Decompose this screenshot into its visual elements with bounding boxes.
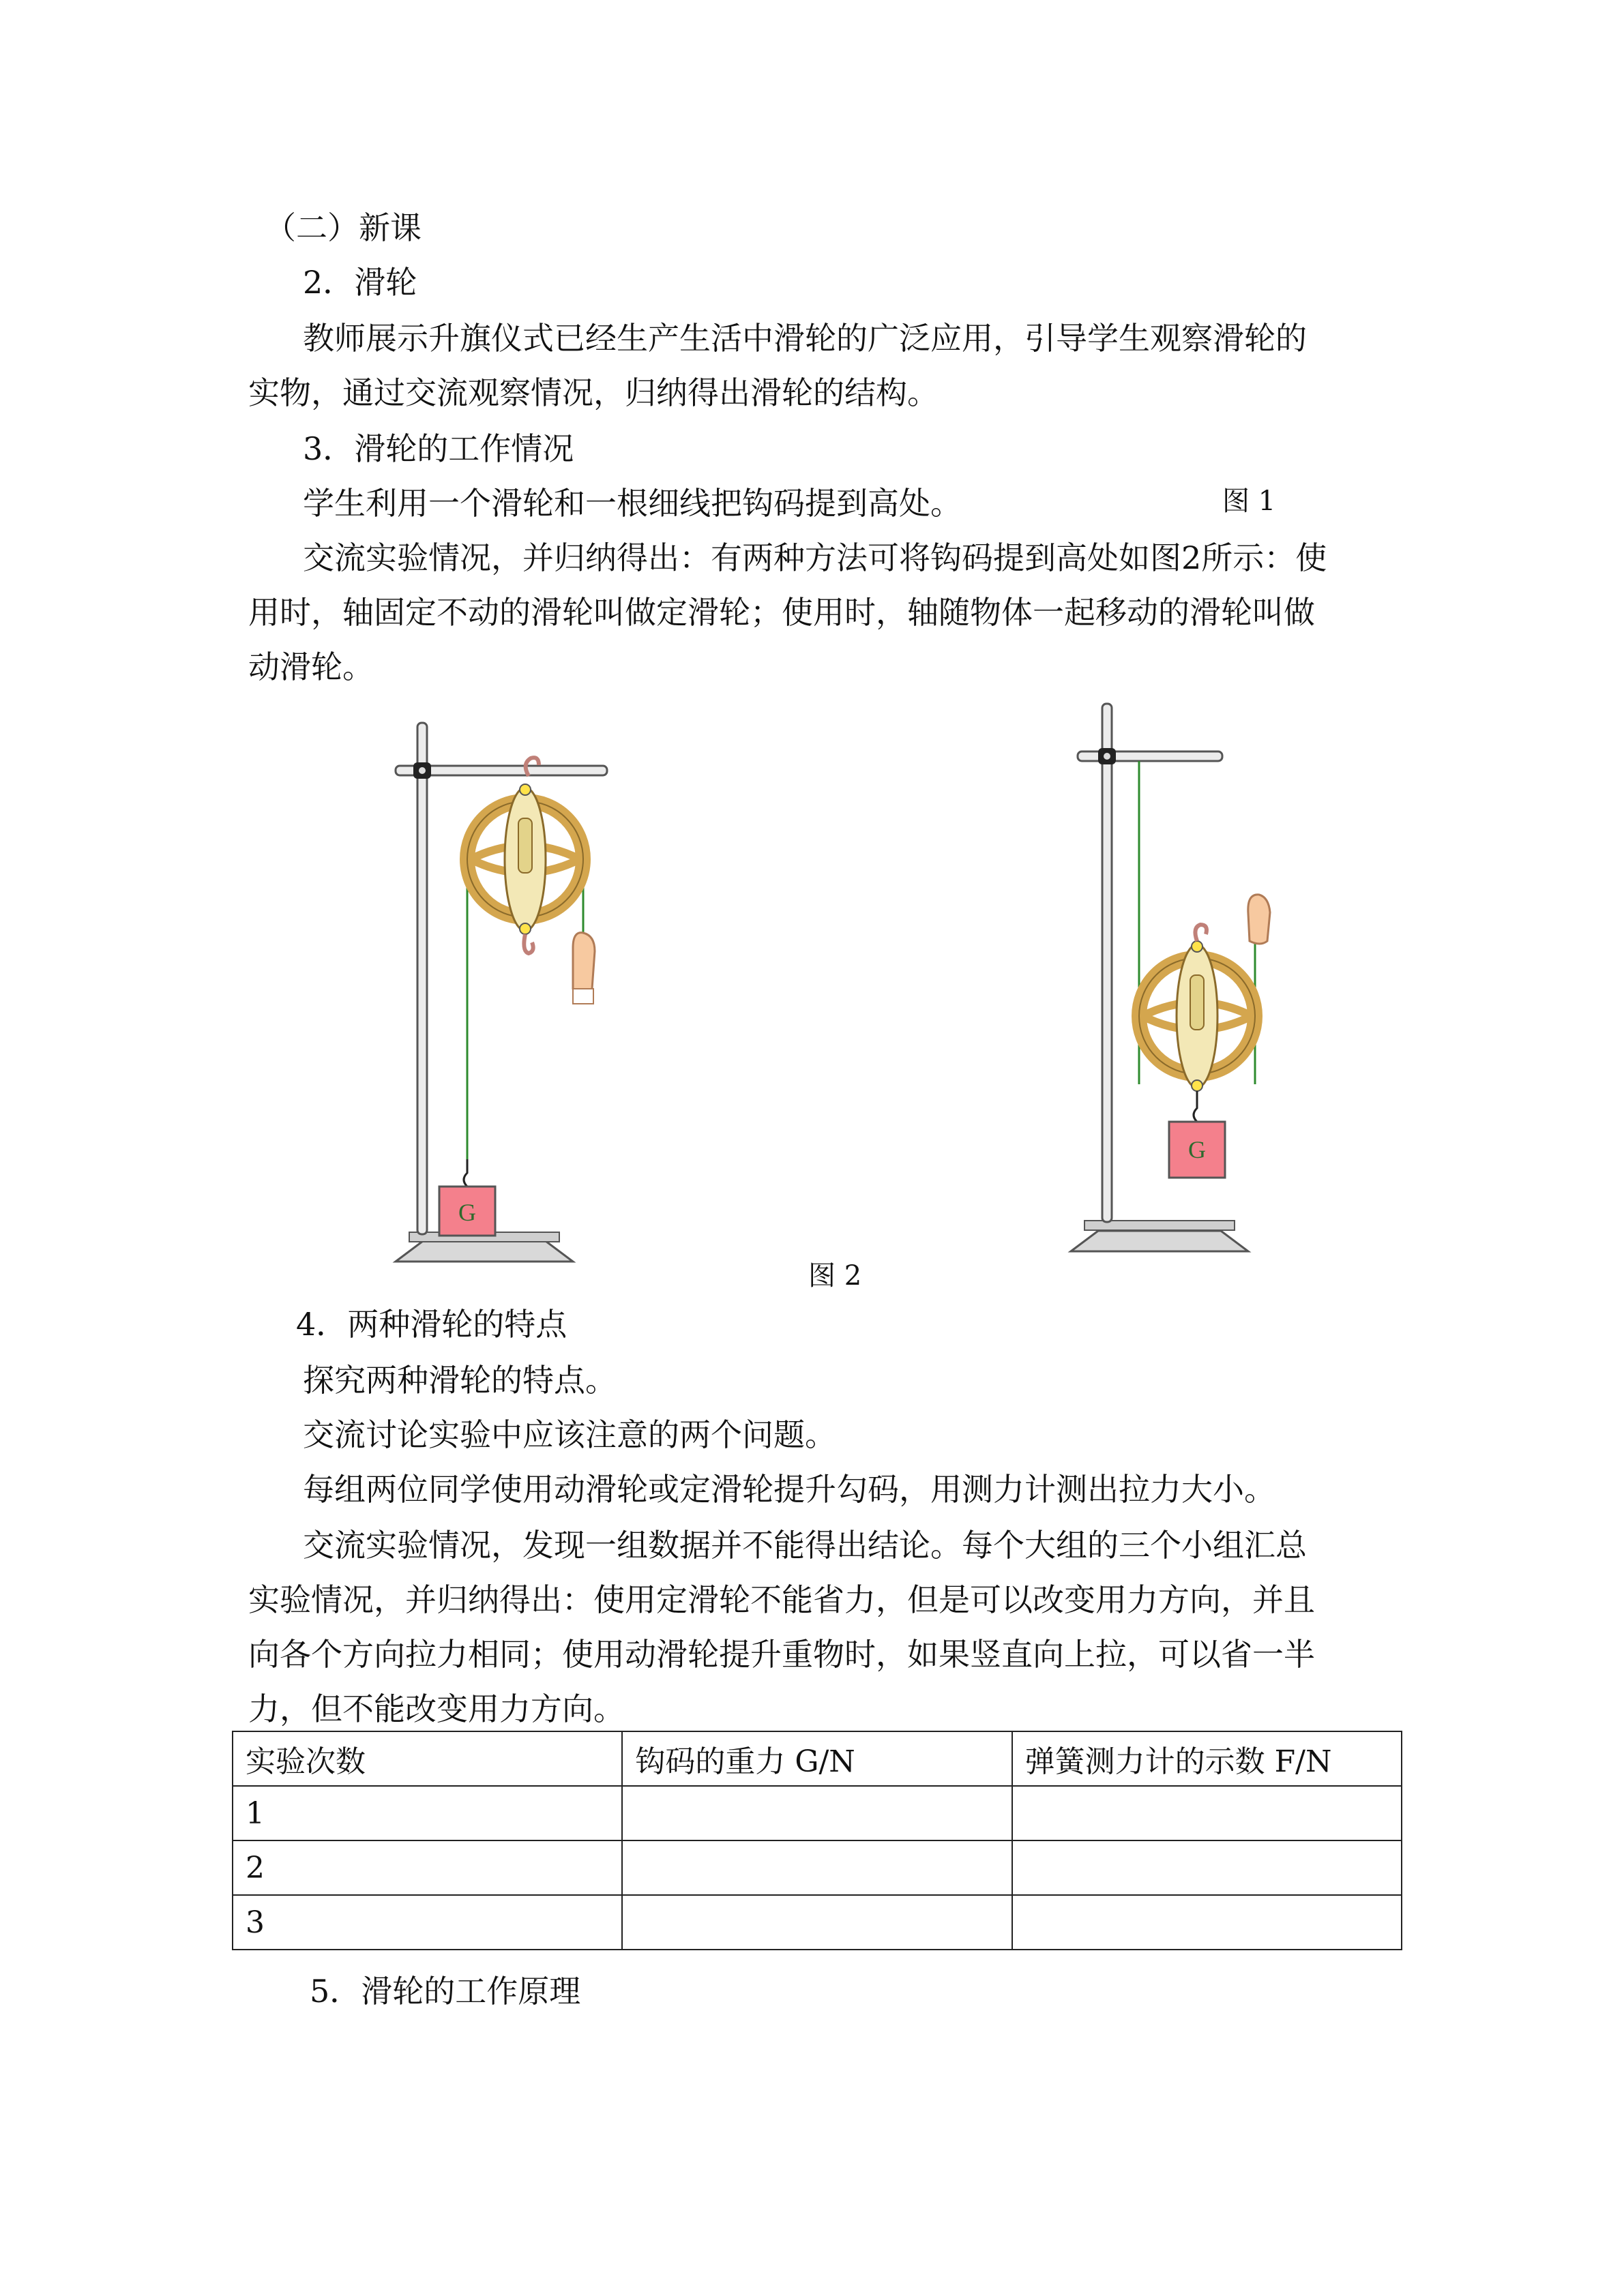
paragraph-line: 实验情况，并归纳得出：使用定滑轮不能省力，但是可以改变用力方向，并且 [248, 1581, 1315, 1618]
table-cell [622, 1840, 1012, 1895]
paragraph-line: 交流实验情况，并归纳得出：有两种方法可将钩码提到高处如图2所示：使 [303, 539, 1327, 576]
table-row [233, 1895, 1402, 1950]
table-cell [1012, 1786, 1402, 1840]
table-header-cell: 实验次数 [233, 1731, 622, 1786]
weight-label: G [458, 1199, 476, 1226]
table-row [233, 1840, 1402, 1895]
table-header-row [233, 1731, 1402, 1786]
subheading-pulley: 2．滑轮 [303, 264, 417, 301]
table-cell: 1 [233, 1786, 622, 1840]
movable-pulley-figure [1057, 696, 1303, 1268]
paragraph-line: 动滑轮。 [248, 648, 374, 685]
subheading-principle: 5．滑轮的工作原理 [310, 1973, 581, 2010]
fixed-pulley-figure [368, 716, 614, 1275]
subheading-characteristics: 4．两种滑轮的特点 [296, 1306, 567, 1343]
figure-2-label: 图 2 [808, 1260, 862, 1292]
figure-1-label: 图 1 [1222, 486, 1276, 517]
experiment-table [232, 1731, 1402, 1950]
paragraph-line: 每组两位同学使用动滑轮或定滑轮提升勾码，用测力计测出拉力大小。 [303, 1471, 1275, 1508]
paragraph-line: 探究两种滑轮的特点。 [303, 1362, 617, 1399]
table-cell: 2 [233, 1840, 622, 1895]
table-cell [1012, 1840, 1402, 1895]
table-cell [622, 1895, 1012, 1950]
paragraph-line: 教师展示升旗仪式已经生产生活中滑轮的广泛应用，引导学生观察滑轮的 [303, 320, 1307, 357]
paragraph-line: 向各个方向拉力相同；使用动滑轮提升重物时，如果竖直向上拉，可以省一半 [248, 1636, 1315, 1673]
weight-label: G [1188, 1136, 1206, 1163]
table-header-cell: 钩码的重力 G/N [622, 1731, 1012, 1786]
table-cell [622, 1786, 1012, 1840]
table-header-cell: 弹簧测力计的示数 F/N [1012, 1731, 1402, 1786]
subheading-working: 3．滑轮的工作情况 [303, 430, 574, 467]
table-cell: 3 [233, 1895, 622, 1950]
paragraph-line: 用时，轴固定不动的滑轮叫做定滑轮；使用时，轴随物体一起移动的滑轮叫做 [248, 594, 1315, 631]
paragraph-line: 交流实验情况，发现一组数据并不能得出结论。每个大组的三个小组汇总 [303, 1527, 1307, 1564]
table-cell [1012, 1895, 1402, 1950]
table-row [233, 1786, 1402, 1840]
paragraph-line: 实物，通过交流观察情况，归纳得出滑轮的结构。 [248, 374, 939, 411]
paragraph-line: 交流讨论实验中应该注意的两个问题。 [303, 1416, 836, 1453]
paragraph-line: 学生利用一个滑轮和一根细线把钩码提到高处。 [303, 485, 962, 522]
paragraph-line: 力，但不能改变用力方向。 [248, 1690, 625, 1727]
section-heading: （二）新课 [265, 209, 422, 246]
